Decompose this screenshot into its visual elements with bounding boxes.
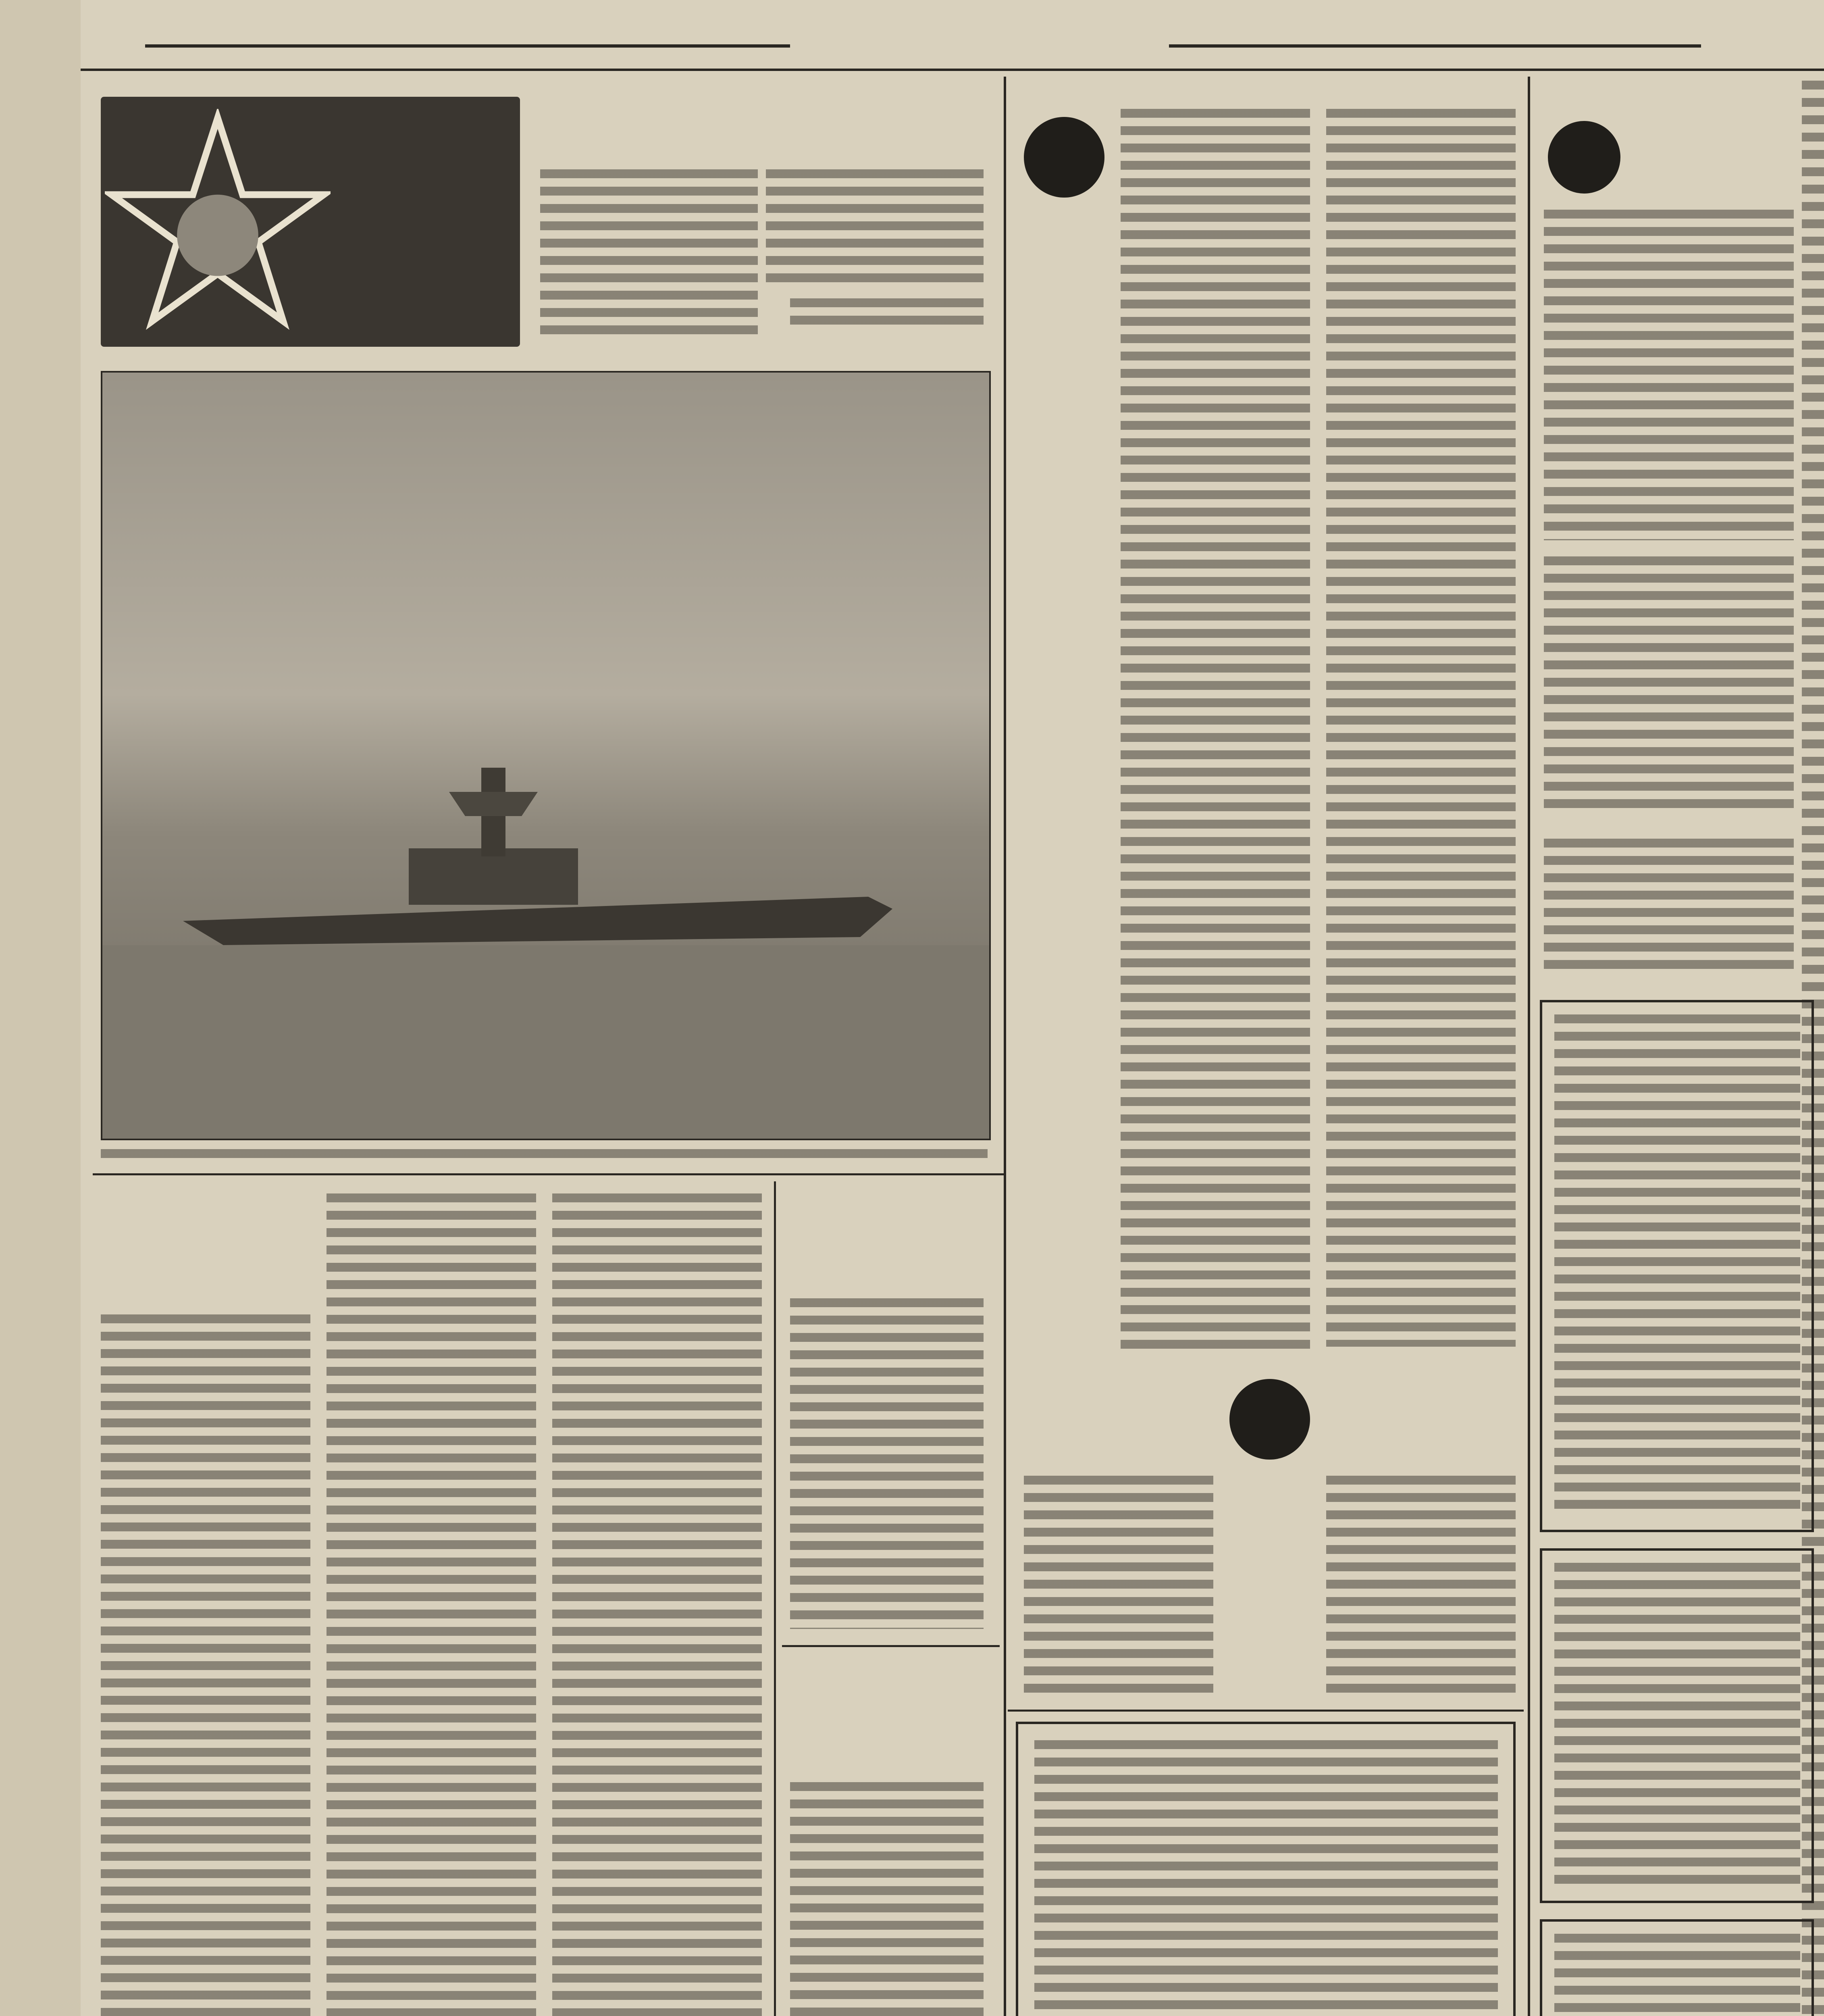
masthead-rule-right: [1169, 44, 1701, 48]
ship-repair-plant-ad: [1540, 1000, 1814, 1532]
ship-repair-plant-ad-text: [1554, 1014, 1800, 1514]
cinema-listing: [1544, 210, 1794, 540]
masthead-rule-left: [145, 44, 790, 48]
tv-programme-col1: [1121, 109, 1310, 1351]
baltic-body-col1: [540, 169, 758, 339]
partial-column-right-edge: [1802, 81, 1824, 2016]
shipping-notice: [1544, 556, 1794, 814]
trail-body-col1: [101, 1314, 310, 2016]
masthead-underline: [81, 69, 1824, 71]
star-icon: [105, 109, 331, 335]
photo-captions: [101, 1149, 988, 1165]
trail-body-col2: [327, 1193, 536, 2016]
employment-bureau-ad-text: [1554, 1934, 1800, 2016]
radio-logo: [1229, 1379, 1310, 1460]
baltic-byline: [790, 298, 984, 331]
radio-programme-col1: [1024, 1476, 1213, 1693]
warship-photo: [101, 371, 991, 1140]
divider-v-main: [1004, 77, 1006, 2016]
construction-trust-ad: [1540, 1548, 1814, 1903]
employment-bureau-ad: [1540, 1919, 1814, 2016]
minefield-body: [790, 1298, 984, 1629]
divider-h-ads: [1008, 1710, 1524, 1712]
left-margin: [0, 0, 81, 2016]
tv-logo: [1024, 117, 1104, 198]
divider-h-songs: [782, 1645, 1000, 1647]
college-ad-text: [1034, 1740, 1498, 2016]
warship-silhouette-icon: [102, 373, 989, 1139]
songs-body: [790, 1782, 984, 2016]
divider-v-right: [1528, 77, 1530, 2016]
weather-notice: [1544, 839, 1794, 976]
radio-programme-col2: [1326, 1476, 1516, 1693]
tv-programme-col2: [1326, 109, 1516, 1347]
divider-v-mine: [774, 1181, 776, 2016]
baltic-body-col2: [766, 169, 984, 290]
divider-h1: [93, 1173, 1004, 1175]
construction-trust-ad-text: [1554, 1563, 1800, 1885]
college-ad: [1016, 1722, 1516, 2016]
cinema-logo: [1548, 121, 1620, 194]
army-emblem: [101, 97, 520, 347]
trail-body-col3: [552, 1193, 762, 2016]
